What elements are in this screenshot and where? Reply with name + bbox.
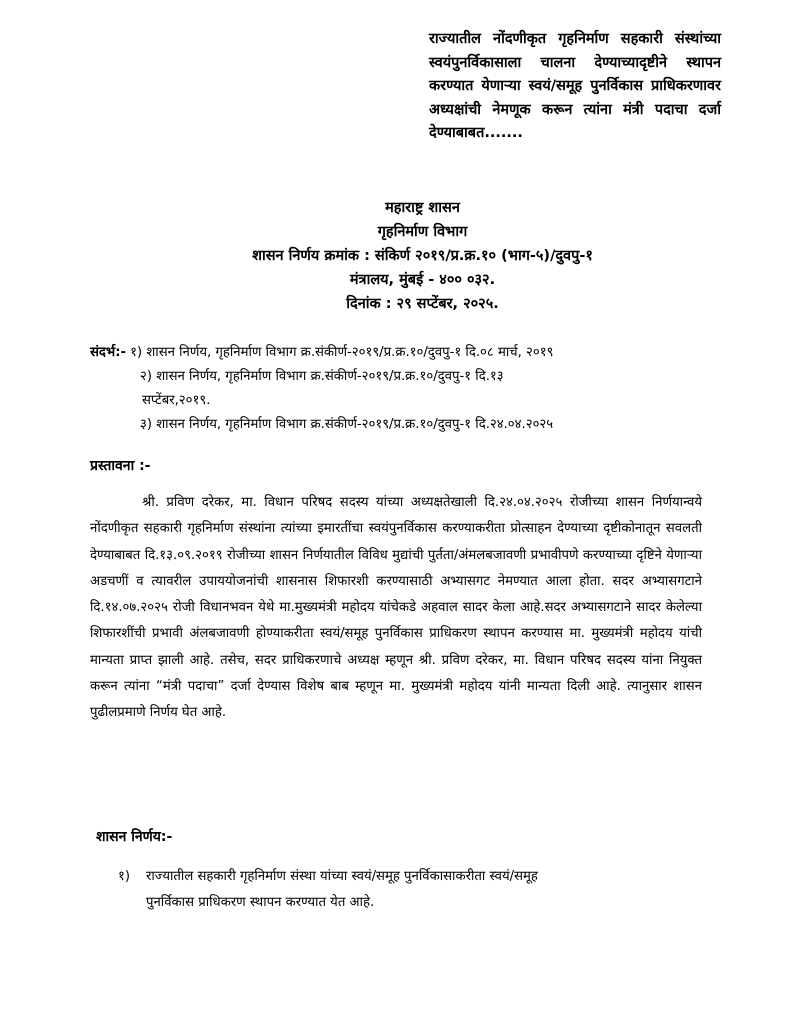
decision-item-1-text: राज्यातील सहकारी गृहनिर्माण संस्था यांच्या स्वयं/समूह पुनर्विकासाकरीता स्वयं/समूह xyxy=(146,869,538,884)
gr-number: शासन निर्णय क्रमांक : संकिर्ण २०१९/प्र.क्र.१० (भाग-५)/दुवपु-१ xyxy=(252,248,593,264)
gr-header xyxy=(200,196,645,316)
reference-item-1 xyxy=(90,341,720,365)
reference-item-3: ३) शासन निर्णय, गृहनिर्माण विभाग क्र.संकीर्ण-२०१९/प्र.क्र.१०/दुवपु-१ दि.२४.०४.२०२५ xyxy=(140,417,554,432)
preamble-heading: प्रस्तावना :- xyxy=(90,458,151,474)
references-label: संदर्भ:- xyxy=(90,345,126,360)
decision-heading: शासन निर्णय:- xyxy=(96,829,173,845)
reference-1-text: १) शासन निर्णय, गृहनिर्माण विभाग क्र.संकीर्ण-२०१९/प्र.क्र.१०/दुवपु-१ दि.०८ मार्च, २०१९ xyxy=(130,345,554,360)
department-name: गृहनिर्माण विभाग xyxy=(377,224,468,240)
government-name: महाराष्ट्र शासन xyxy=(385,200,460,216)
preamble-text: श्री. प्रविण दरेकर, मा. विधान परिषद सदस्य यांच्या अध्यक्षतेखाली दि.२४.०४.२०२५ रोजीच्या शासन निर्णयान्वये नोंदणीकृत सहकारी गृहनिर्माण संस्थांना त्यांच्या इमारतींचा स्वयंपुनर्विकास करण्याकरीता प्रोत्साहन देण्याच्या दृष्टीकोनातून सवलती देण्याबाबत दि.१३.०९.२०१९ रोजीच्या शासन निर्णयातील विविध मुद्यांची पुर्तता/अंमलबजावणी प्रभावीपणे करण्याच्या दृष्टिने येणाऱ्या अडचणीं व त्यावरील उपाययोजनांची शासनास शिफारशी करण्यासाठी अभ्यासगट नेमण्यात आला होता. सदर अभ्यासगटाने दि.१४.०७.२०२५ रोजी विधानभवन येथे मा.मुख्यमंत्री महोदय यांचेकडे अहवाल सादर केला आहे.सदर अभ्यासगटाने सादर केलेल्या शिफारशींची प्रभावी अंलबजावणी होण्याकरीता स्वयं/समूह पुनर्विकास प्राधिकरण स्थापन करण्यास मा. मुख्यमंत्री महोदय यांची मान्यता प्राप्त झाली आहे. तसेच, सदर प्राधिकरणाचे अध्यक्ष म्हणून श्री. प्रविण दरेकर, मा. विधान परिषद सदस्य यांना नियुक्त करून त्यांना “मंत्री पदाचा” दर्जा देण्यास विशेष बाब म्हणून मा. मुख्यमंत्री महोदय यांनी मान्यता दिली आहे. त्यानुसार शासन पुढीलप्रमाणे निर्णय घेत आहे. xyxy=(90,495,702,721)
gr-subject: राज्यातील नोंदणीकृत गृहनिर्माण सहकारी संस्थांच्या स्वयंपुनर्विकासाला चालना देण्याच्यादृष्टीने स्थापन करण्यात येणाऱ्या स्वयं/समूह पुनर्विकास प्राधिकरणावर अध्यक्षांची नेमणूक करून त्यांना मंत्री पदाचा दर्जा देण्याबाबत....... xyxy=(429,31,721,141)
reference-item-2-continued: सप्टेंबर,२०१९. xyxy=(142,393,211,408)
decision-item-1-number: १) xyxy=(118,869,131,884)
decision-item-1 xyxy=(118,864,702,916)
references-block xyxy=(90,341,720,437)
reference-item-2: २) शासन निर्णय, गृहनिर्माण विभाग क्र.संकीर्ण-२०१९/प्र.क्र.१०/दुवपु-१ दि.१३ xyxy=(140,369,504,384)
gr-date: दिनांक : २९ सप्टेंबर, २०२५. xyxy=(346,296,499,312)
ministry-address: मंत्रालय, मुंबई - ४०० ०३२. xyxy=(349,272,496,288)
decision-item-1-continued: पुनर्विकास प्राधिकरण स्थापन करण्यात येत आहे. xyxy=(146,895,375,910)
